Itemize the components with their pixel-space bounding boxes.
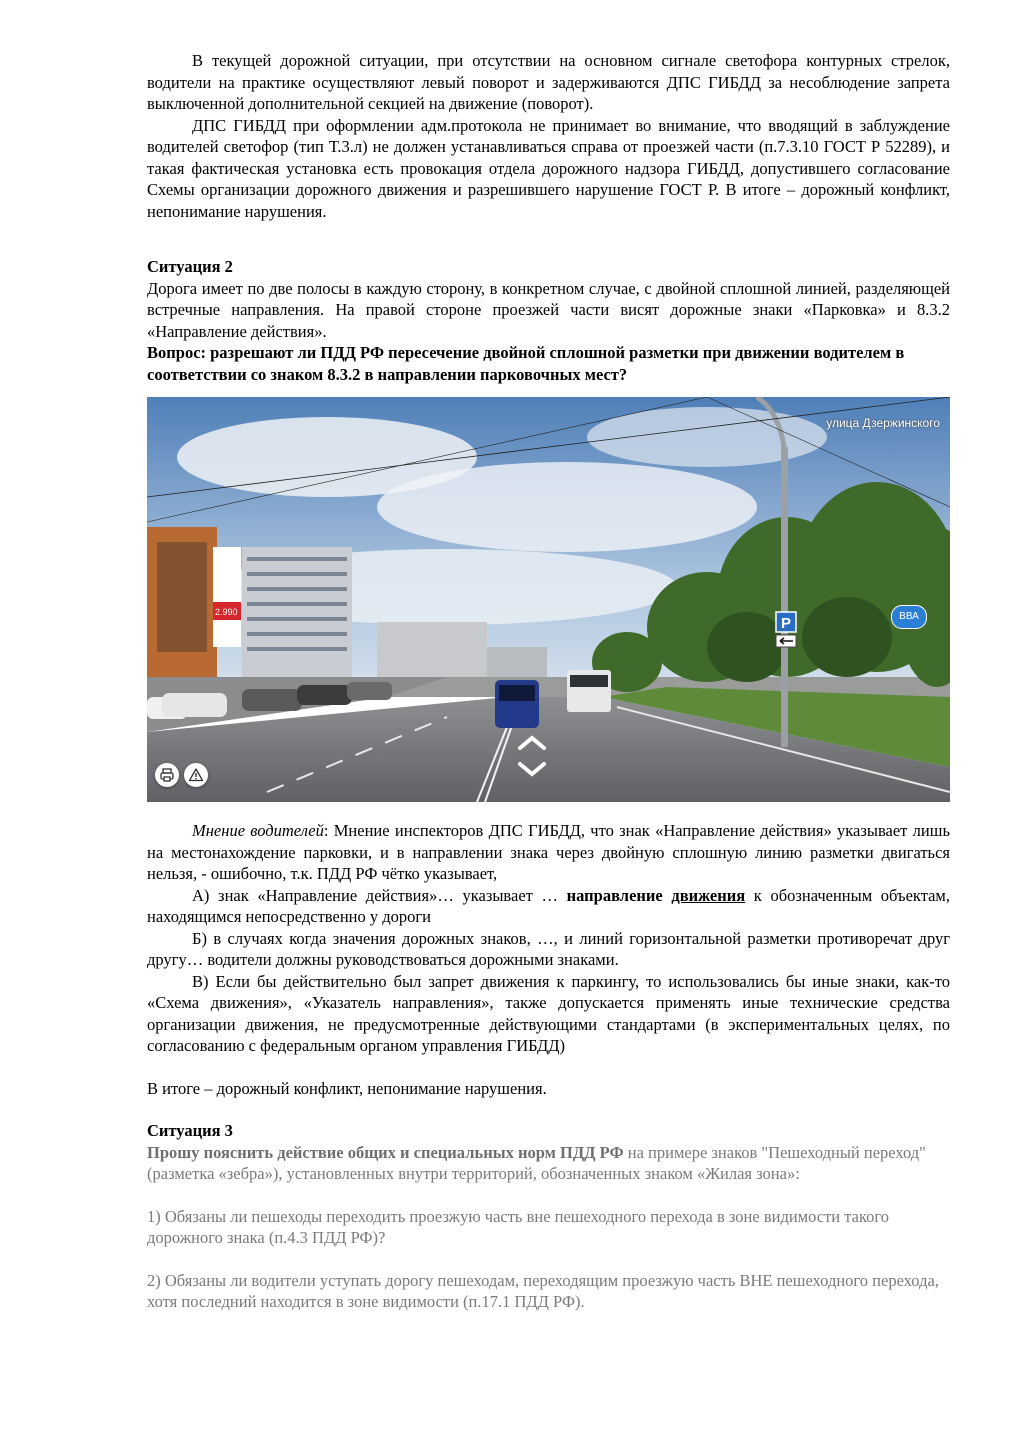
situation-2-intro: Дорога имеет по две полосы в каждую сторону, в конкретном случае, с двойной сплошной линией, разделяющей встречные направления. На правой стороне проезжей части висят дорожные знаки «Парковка» и 8.3.2 «Направление действия». — [147, 278, 950, 341]
document-page — [147, 50, 950, 1313]
point-a — [147, 885, 950, 928]
svg-text:P: P — [781, 615, 792, 632]
store-billboard — [213, 547, 241, 647]
lamp-pole — [781, 447, 788, 747]
situation-3-question-1: 1) Обязаны ли пешеходы переходить проезжую часть вне пешеходного перехода в зоне видимости такого дорожного знака (п.4.3 ПДД РФ)? — [147, 1206, 890, 1247]
report-problem-button[interactable] — [184, 763, 208, 787]
warning-icon — [188, 767, 204, 783]
printer-icon — [159, 767, 175, 783]
situation-3-intro-rest: на примере знаков "Пешеходный переход" (разметка «зебра»), установленных внутри территорий, обозначенных знаком «Жилая зона»: — [147, 1142, 926, 1183]
point-a-underlined: движения — [671, 885, 746, 905]
cloud — [377, 462, 757, 552]
store-price: 2.990 — [215, 607, 238, 617]
situation-2-question: Вопрос: разрешают ли ПДД РФ пересечение двойной сплошной разметки при движении водителем в соответствии со знаком 8.3.2 в направлении парковочных мест? — [147, 343, 905, 384]
situation-3-intro-bold: Прошу пояснить действие общих и специальных норм ПДД РФ — [147, 1142, 624, 1162]
situation-2-heading: Ситуация 2 — [147, 257, 233, 276]
paragraph-protocol: ДПС ГИБДД при оформлении адм.протокола не принимает во внимание, что вводящий в заблуждение водителей светофор (тип Т.3.л) не должен устанавливаться справа от проезжей части (п.7.3.10 ГОСТ Р 52289), и такая фактическая установка есть провокация отдела дорожного надзора ГИБДД, допустившего согласование Схемы организации дорожного движения и разрешившего нарушение ГОСТ Р. В итоге – дорожный конфликт, непонимание нарушения. — [147, 115, 950, 221]
point-v: В) Если бы действительно был запрет движения к паркингу, то использовались бы иные знаки, как-то «Схема движения», «Указатель направления», также допускается применять иные технические средства организации движения, не предусмотренные действующими стандартами (в экспериментальных целях, по согласованию с федеральным органом управления ГИБДД) — [147, 971, 950, 1055]
panorama-marker[interactable]: ВВА — [891, 605, 927, 629]
street-photo — [147, 397, 950, 802]
panorama-navigation[interactable] — [515, 733, 549, 779]
drivers-opinion — [147, 820, 950, 885]
far-buildings — [377, 622, 487, 677]
point-a-suffix: к обозначенным объектам, находящимся непосредственно у дороги — [147, 885, 950, 926]
paragraph-traffic-light-turn: В текущей дорожной ситуации, при отсутствии на основном сигнале светофора контурных стрелок, водители на практике осуществляют левый поворот и задерживаются ДПС ГИБДД за несоблюдение запрета выключенной дополнительной секцией на движение (поворот). — [147, 51, 950, 113]
situation-3-intro — [147, 1142, 950, 1185]
situation-3-question-2: 2) Обязаны ли водители уступать дорогу пешеходам, переходящим проезжую часть ВНЕ пешеходного перехода, хотя последний находится в зоне видимости (п.17.1 ПДД РФ). — [147, 1270, 939, 1311]
opinion-label: Мнение водителей — [192, 821, 324, 840]
navigation-arrows-icon[interactable] — [515, 733, 549, 779]
situation-3-heading: Ситуация 3 — [147, 1121, 233, 1140]
opinion-text: : Мнение инспекторов ДПС ГИБДД, что знак «Направление действия» указывает лишь на местонахождение парковки, и в направлении знака через двойную сплошную линию разметки двигаться нельзя, - ошибочно, т.к. ПДД РФ чётко указывает, — [147, 821, 950, 883]
situation-2-conclusion: В итоге – дорожный конфликт, непонимание нарушения. — [147, 1078, 547, 1098]
apartment-block — [242, 547, 352, 677]
print-button[interactable] — [155, 763, 179, 787]
point-a-prefix: А) знак «Направление действия»… указывает … — [192, 885, 567, 905]
street-name-label: улица Дзержинского — [826, 416, 940, 430]
point-b: Б) в случаях когда значения дорожных знаков, …, и линий горизонтальной разметки противоречат друг другу… водители должны руководствоваться дорожными знаками. — [147, 928, 950, 969]
point-a-bold: направление — [566, 885, 672, 905]
